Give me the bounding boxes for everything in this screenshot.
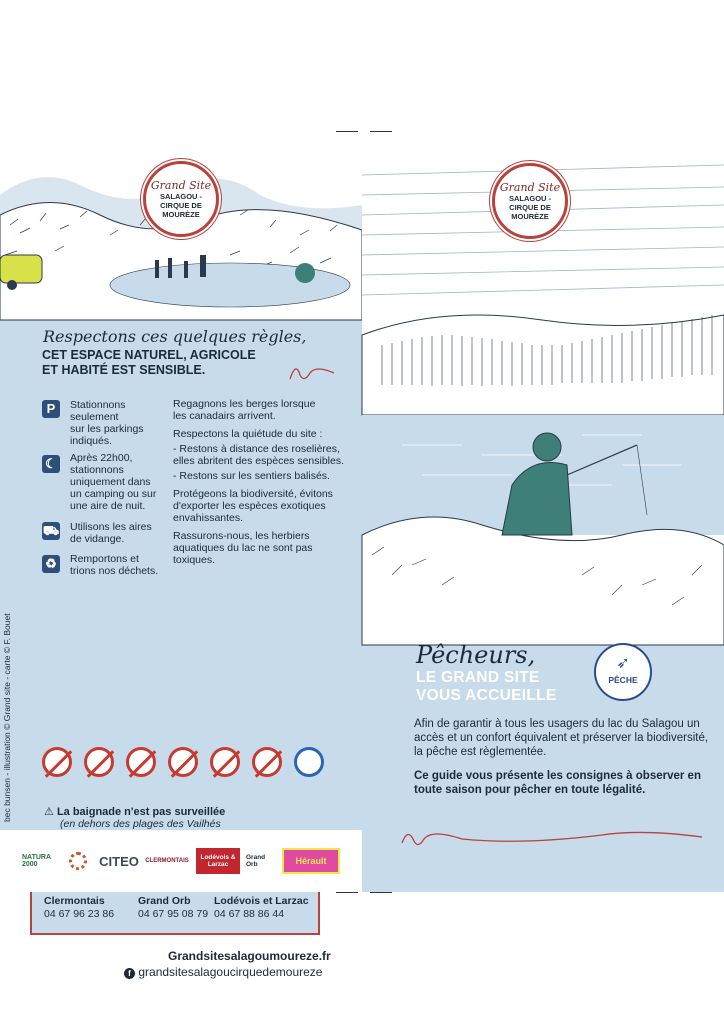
badge-line: SALAGOU - bbox=[508, 193, 552, 203]
office-phone: 04 67 95 08 79 bbox=[138, 908, 209, 920]
no-motorboat-icon bbox=[210, 747, 240, 777]
warning-sub: (en dehors des plages des Vailhés bbox=[60, 818, 221, 830]
welcome-title bbox=[416, 669, 557, 705]
rule-line: une aire de nuit. bbox=[70, 500, 146, 512]
sun-logo bbox=[68, 848, 88, 874]
intro-bold-text: Ce guide vous présente les consignes à observer en toute saison pour pêcher en toute légalité. bbox=[414, 770, 701, 796]
no-fire-icon bbox=[84, 747, 114, 777]
office-entry bbox=[214, 895, 309, 921]
partner-logos bbox=[0, 830, 362, 892]
illustration-credit: bec bunsen - illustration © Grand site - carte © F. Bouet bbox=[2, 613, 12, 822]
rule-line: sur les parkings bbox=[70, 423, 144, 435]
rule-text bbox=[70, 553, 158, 577]
rules-right-column bbox=[173, 398, 353, 566]
citeo-logo: CITEO bbox=[99, 853, 139, 869]
rules-heading: Respectons ces quelques règles, bbox=[43, 327, 307, 346]
badge-line: SALAGOU - bbox=[159, 191, 203, 201]
rule-line: un camping ou sur bbox=[70, 488, 157, 500]
rule-line: de vidange. bbox=[70, 533, 125, 545]
lodevois-logo: Lodévois & Larzac bbox=[196, 848, 240, 874]
rule-line: d'exporter les espèces exotiques bbox=[173, 500, 326, 512]
intro-text: Afin de garantir à tous les usagers du lac du Salagou un accès et un confort équivalent et préserver la biodiversité, la pêche est règlementée. bbox=[414, 718, 709, 758]
rule-line: Rassurons-nous, les herbiers bbox=[173, 530, 310, 542]
herault-logo: Hérault bbox=[282, 848, 340, 874]
office-phone: 04 67 88 86 44 bbox=[214, 908, 285, 920]
dog-leash-icon bbox=[294, 747, 324, 777]
grand-orb-logo: Grand Orb bbox=[246, 854, 266, 868]
rule-line: Utilisons les aires bbox=[70, 521, 152, 533]
peche-logo bbox=[594, 643, 652, 701]
recycle-icon: ♻ bbox=[42, 555, 60, 573]
badge-line: CIRQUE DE MOURÈZE bbox=[509, 202, 551, 221]
crop-mark bbox=[370, 131, 392, 132]
rule-line: uniquement dans bbox=[70, 476, 151, 488]
fishers-heading: Pêcheurs, bbox=[416, 641, 536, 669]
crop-mark bbox=[370, 892, 392, 893]
welcome-title-line: LE GRAND SITE bbox=[416, 669, 540, 686]
right-panel bbox=[362, 155, 724, 892]
office-phone: 04 67 96 23 86 bbox=[44, 908, 115, 920]
peche-logo-label: PÊCHE bbox=[608, 675, 638, 685]
warning-title: La baignade n'est pas surveillée bbox=[56, 806, 226, 818]
rules-sub-line: CET ESPACE NATUREL, AGRICOLE bbox=[42, 348, 256, 362]
rule-line: indiqués. bbox=[70, 435, 113, 447]
grand-site-badge bbox=[143, 161, 219, 237]
welcome-title-line: VOUS ACCUEILLE bbox=[416, 687, 557, 704]
rules-sub-line: ET HABITÉ EST SENSIBLE. bbox=[42, 363, 206, 377]
no-boat-icon bbox=[252, 747, 282, 777]
facebook-handle: grandsitesalagoucirquedemoureze bbox=[138, 965, 323, 979]
night-parking-icon: ☾ bbox=[42, 455, 60, 473]
fish-icon: ➶ bbox=[616, 655, 630, 672]
office-entry bbox=[138, 895, 208, 921]
clermontais-logo: CLERMONTAIS bbox=[145, 858, 189, 864]
badge-title: Grand Site bbox=[499, 180, 561, 194]
rule-line: - Restons sur les sentiers balisés. bbox=[173, 470, 330, 482]
rule-line: Après 22h00, bbox=[70, 452, 133, 464]
no-camping-icon bbox=[42, 747, 72, 777]
rule-line: les canadairs arrivent. bbox=[173, 410, 276, 422]
parking-icon: P bbox=[42, 400, 60, 418]
facebook-link[interactable] bbox=[124, 965, 322, 979]
facebook-icon: f bbox=[124, 968, 135, 979]
badge-line: CIRQUE DE MOURÈZE bbox=[160, 200, 202, 219]
rule-line: envahissantes. bbox=[173, 512, 244, 524]
river-line-icon bbox=[402, 823, 702, 849]
rule-line: elles abritent des espèces sensibles. bbox=[173, 455, 345, 467]
office-entry bbox=[44, 895, 114, 921]
warning-icon: ⚠ bbox=[44, 806, 54, 818]
office-name: Clermontais bbox=[44, 895, 105, 907]
badge-title: Grand Site bbox=[150, 178, 212, 192]
no-motorbike-icon bbox=[168, 747, 198, 777]
drain-station-icon: ⛟ bbox=[42, 523, 60, 538]
river-line-icon bbox=[290, 355, 334, 385]
rules-subheading bbox=[42, 348, 272, 378]
rule-line: trions nos déchets. bbox=[70, 565, 159, 577]
rule-line: Protégeons la biodiversité, évitons bbox=[173, 488, 333, 500]
no-vehicle-icon bbox=[126, 747, 156, 777]
grand-site-badge bbox=[492, 163, 568, 239]
rule-line: stationnons bbox=[70, 464, 124, 476]
rule-text bbox=[70, 452, 156, 512]
website-link[interactable]: Grandsitesalagoumoureze.fr bbox=[168, 949, 331, 963]
rule-line: - Restons à distance des roselières, bbox=[173, 443, 340, 455]
rule-line: Remportons et bbox=[70, 553, 139, 565]
crop-mark bbox=[336, 131, 358, 132]
left-panel bbox=[0, 155, 362, 979]
rule-text bbox=[70, 521, 152, 545]
office-name: Grand Orb bbox=[138, 895, 191, 907]
rule-line: Stationnons bbox=[70, 399, 126, 411]
rule-line: toxiques. bbox=[173, 554, 216, 566]
office-name: Lodévois et Larzac bbox=[214, 895, 309, 907]
rule-line: aquatiques du lac ne sont pas bbox=[173, 542, 313, 554]
rule-text bbox=[70, 399, 144, 447]
crop-mark bbox=[336, 892, 358, 893]
natura-logo: NATURA 2000 bbox=[22, 854, 51, 868]
rule-line: Respectons la quiétude du site : bbox=[173, 428, 323, 440]
rule-line: Regagnons les berges lorsque bbox=[173, 398, 316, 410]
rule-line: seulement bbox=[70, 411, 119, 423]
